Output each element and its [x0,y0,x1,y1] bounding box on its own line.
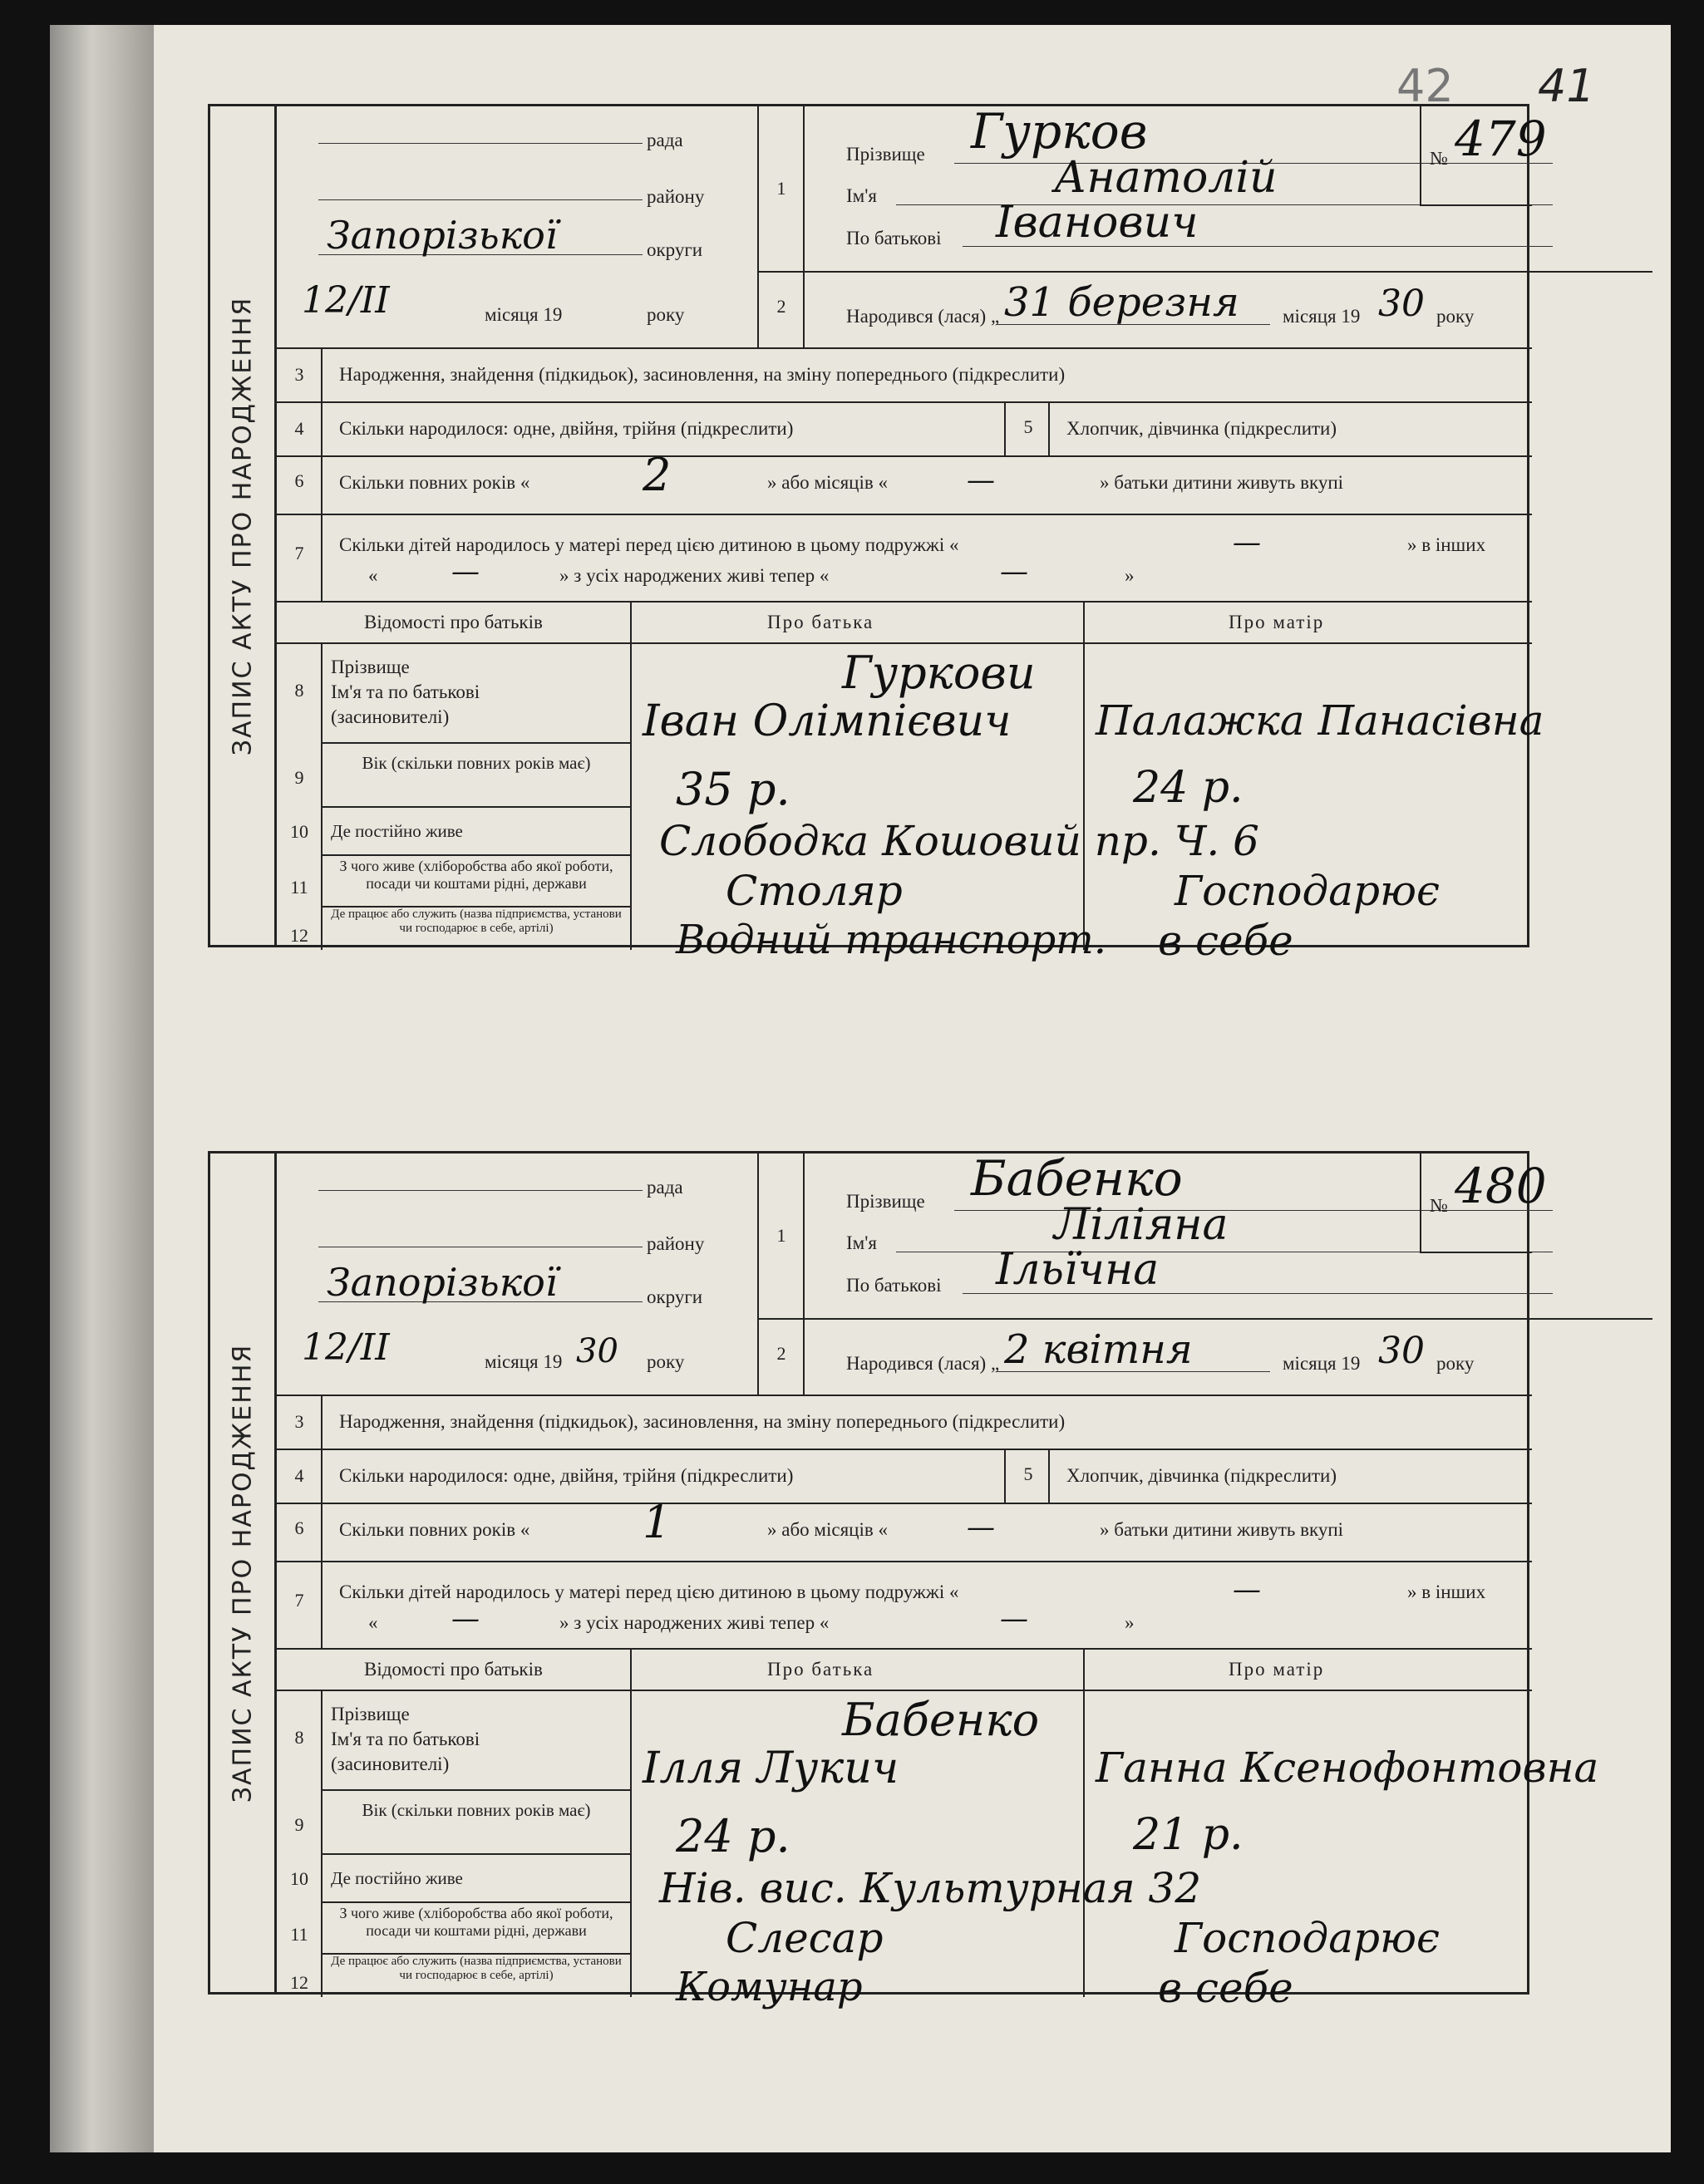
birth-record-form-1 [208,103,1547,965]
mother-age: 24 р. [1133,763,1244,813]
handwritten-months-together: — [967,1511,995,1544]
page-number: 41 [1538,60,1595,112]
child-surname: Бабенко [971,1150,1183,1207]
form-label: Про батька [767,1659,874,1680]
handwritten-year-reg: 30 [576,1332,618,1370]
row-number: 8 [294,680,304,701]
form-label: Де постійно живе [331,821,463,841]
record-number-box [1420,106,1547,206]
form-label: Ім'я [846,1232,877,1253]
handwritten-children-before: — [1233,526,1261,559]
form-label: Скільки повних років « [339,1519,530,1540]
form-rule [277,1648,1532,1650]
row-number: 10 [290,821,308,842]
row-number: 11 [290,877,308,898]
form-label: місяця 19 [485,1351,563,1372]
form-rule [759,1153,805,1320]
handwritten-date-reg: 12/ІІ [302,1326,390,1369]
family-surname: Бабенко [842,1694,1040,1746]
form-rule [759,273,805,347]
vertical-title [210,106,277,945]
form-rule [1083,601,1085,950]
form-label: Відомості про батьків [364,612,543,632]
handwritten-okruga: Запорізької [327,213,558,258]
mother-occupation: Господарює [1175,867,1441,915]
form-label: Прізвище [846,144,925,165]
form-label: Хлопчик, дівчинка (підкреслити) [1066,418,1337,439]
form-label: Народився (лася) „ [846,1353,1000,1374]
form-rule [323,742,630,744]
form-label: місяця 19 [1283,1353,1361,1374]
form-label: Вік (скільки повних років має) [362,1800,591,1820]
form-label: Народження, знайдення (підкидьок), засиновлення, на зміну попереднього (підкреслити) [339,1411,1066,1432]
form-label: По батькові [846,1275,942,1296]
form-label: Прізвище Ім'я та по батькові (засиновителі) [331,1704,480,1774]
form-label: Про матір [1229,1659,1325,1680]
form-rule [277,642,323,950]
row-number: 3 [294,1411,304,1432]
registry-place-block [277,106,759,347]
row-number: 1 [776,178,786,199]
form-rule [277,1395,323,1648]
handwritten-years-together: 1 [643,1496,672,1548]
row-number: 11 [290,1924,308,1945]
father-name: Ілля Лукич [643,1744,899,1793]
form-label: № [1430,1195,1448,1216]
form-label: Прізвище Ім'я та по батькові (засиновителі) [331,657,480,727]
mother-occupation: Господарює [1175,1914,1441,1962]
row-number: 5 [1023,416,1033,437]
row-number: 4 [294,418,304,439]
handwritten-months-together: — [967,464,995,497]
form-label: » батьки дитини живуть вкупі [1100,1519,1344,1540]
mother-workplace: в себе [1158,917,1293,965]
record-number-box [1420,1153,1547,1253]
birth-date-block [805,273,1532,347]
form-rule [323,1789,630,1791]
form-label: Скільки повних років « [339,472,530,493]
father-age: 35 р. [676,763,790,815]
birth-record-form-2 [208,1150,1599,2012]
form-label: » з усіх народжених живі тепер « [559,565,830,586]
form-rule [277,347,323,601]
row-number: 5 [1023,1463,1033,1484]
form-label: » [1125,1612,1135,1633]
father-workplace: Комунар [676,1964,863,2010]
form-rule [323,1901,630,1903]
handwritten-years-together: 2 [643,449,672,501]
row-number: 9 [294,1814,304,1835]
row-number: 12 [290,1972,308,1993]
form-label: « [368,565,378,586]
registry-place-block [277,1153,759,1395]
form-label: Про матір [1229,612,1325,632]
row-number: 4 [294,1465,304,1486]
handwritten-birth-day: 31 березня [1004,279,1239,326]
form-rule [323,854,630,856]
form-rule [277,514,1532,515]
form-label: » в інших [1407,534,1486,555]
form-label: року [1436,1353,1475,1374]
father-occupation: Слесар [726,1914,884,1962]
form-rule [277,455,1532,457]
form-label: З чого живе (хліборобства або якої роботи, посади чи коштами рідні, держави [339,858,613,892]
form-rule [1083,1648,1085,1997]
row-number: 12 [290,925,308,946]
row-number: 2 [776,296,786,317]
form-rule [277,642,1532,644]
form-label: ЗАПИС АКТУ ПРО НАРОДЖЕННЯ [228,1343,257,1803]
form-label: З чого живе (хліборобства або якої роботи, посади чи коштами рідні, держави [339,1905,613,1939]
form-rule [759,106,805,273]
form-label: року [1436,306,1475,327]
form-label: округи [647,239,703,260]
handwritten-children-other: — [451,1602,480,1636]
residence: Нів. вис. Культурная 32 [659,1864,1202,1912]
form-rule [318,1190,643,1191]
form-label: рада [647,1177,683,1198]
book-spine [50,25,154,2152]
form-rule [277,401,1532,403]
row-number: 2 [776,1343,786,1364]
form-label: Де працює або служить (назва підприємства, установи чи господарює в себе, артілі) [331,1955,622,1982]
form-rule [1004,1449,1050,1503]
form-label: рада [647,130,683,150]
handwritten-alive: — [1000,1602,1028,1636]
form-label: № [1430,148,1448,169]
child-name: Анатолій [1054,153,1278,203]
child-patronymic: Іванович [996,198,1199,248]
form-label: Хлопчик, дівчинка (підкреслити) [1066,1465,1337,1486]
mother-age: 21 р. [1133,1810,1244,1860]
form-label: року [647,1351,685,1372]
form-label: району [647,1233,705,1254]
form-rule [277,1690,323,1997]
residence: Слободка Кошовий пр. Ч. 6 [659,817,1259,865]
form-label: Скільки дітей народилось у матері перед цією дитиною в цьому подружжі « [339,1581,959,1602]
form-label: По батькові [846,228,942,248]
form-label: Прізвище [846,1191,925,1212]
form-label: Ім'я [846,185,877,206]
handwritten-date-reg: 12/ІІ [302,279,390,322]
form-label: району [647,186,705,207]
form-label: Скільки народилося: одне, двійня, трійня (підкреслити) [339,418,794,439]
record-number: 480 [1455,1158,1547,1214]
mother-name: Палажка Панасівна [1096,696,1544,745]
form-label: округи [647,1286,703,1307]
row-number: 6 [294,470,304,491]
child-patronymic: Ільїчна [996,1245,1160,1295]
row-number: 10 [290,1868,308,1889]
mother-name: Ганна Ксенофонтовна [1096,1744,1599,1792]
form-label: » батьки дитини живуть вкупі [1100,472,1344,493]
form-label: Народився (лася) „ [846,306,1000,327]
form-label: місяця 19 [485,304,563,325]
handwritten-birth-day: 2 квітня [1004,1326,1193,1373]
form-rule [630,601,632,950]
handwritten-okruga: Запорізької [327,1260,558,1305]
row-number: 7 [294,543,304,563]
mother-workplace: в себе [1158,1964,1293,2012]
form-label: Відомості про батьків [364,1659,543,1680]
form-label: Народження, знайдення (підкидьок), засиновлення, на зміну попереднього (підкреслити) [339,364,1066,385]
form-label: Скільки дітей народилось у матері перед цією дитиною в цьому подружжі « [339,534,959,555]
vertical-title [210,1153,277,1992]
row-number: 6 [294,1517,304,1538]
handwritten-birth-year: 30 [1378,1330,1425,1372]
form-rule [277,601,1532,603]
form-label: « [368,1612,378,1633]
form-rule [277,1561,1532,1562]
child-surname: Гурков [971,103,1148,160]
handwritten-children-other: — [451,555,480,588]
family-surname: Гуркови [842,647,1036,699]
form-label: Скільки народилося: одне, двійня, трійня (підкреслити) [339,1465,794,1486]
row-number: 1 [776,1225,786,1246]
form-label: місяця 19 [1283,306,1361,327]
birth-date-block [805,1320,1532,1395]
handwritten-alive: — [1000,555,1028,588]
form-rule [277,1690,1532,1691]
form-label: Про батька [767,612,874,632]
form-rule [630,1648,632,1997]
form-label: » [1125,565,1135,586]
form-label: року [647,304,685,325]
child-name: Ліліяна [1054,1200,1229,1250]
form-rule [1004,401,1050,455]
form-rule [318,199,643,200]
form-rule [759,1320,805,1395]
record-number: 479 [1455,111,1547,167]
form-rule [323,806,630,808]
row-number: 3 [294,364,304,385]
form-label: » або місяців « [767,472,888,493]
old-page-number: 42 [1396,60,1454,112]
form-rule [277,1503,1532,1504]
form-rule [277,1449,1532,1450]
form-label: » або місяців « [767,1519,888,1540]
form-label: ЗАПИС АКТУ ПРО НАРОДЖЕННЯ [228,296,257,755]
father-name: Іван Олімпієвич [643,696,1012,746]
father-workplace: Водний транспорт. [676,917,1106,963]
handwritten-children-before: — [1233,1573,1261,1606]
handwritten-birth-year: 30 [1378,283,1425,325]
row-number: 8 [294,1727,304,1748]
form-label: Вік (скільки повних років має) [362,753,591,773]
father-age: 24 р. [676,1810,790,1862]
row-number: 9 [294,767,304,788]
father-occupation: Столяр [726,867,903,915]
row-number: 7 [294,1590,304,1611]
form-label: » з усіх народжених живі тепер « [559,1612,830,1633]
form-rule [318,143,643,144]
form-rule [323,1853,630,1855]
form-label: Де постійно живе [331,1868,463,1888]
form-label: Де працює або служить (назва підприємства, установи чи господарює в себе, артілі) [331,908,622,935]
form-label: » в інших [1407,1581,1486,1602]
